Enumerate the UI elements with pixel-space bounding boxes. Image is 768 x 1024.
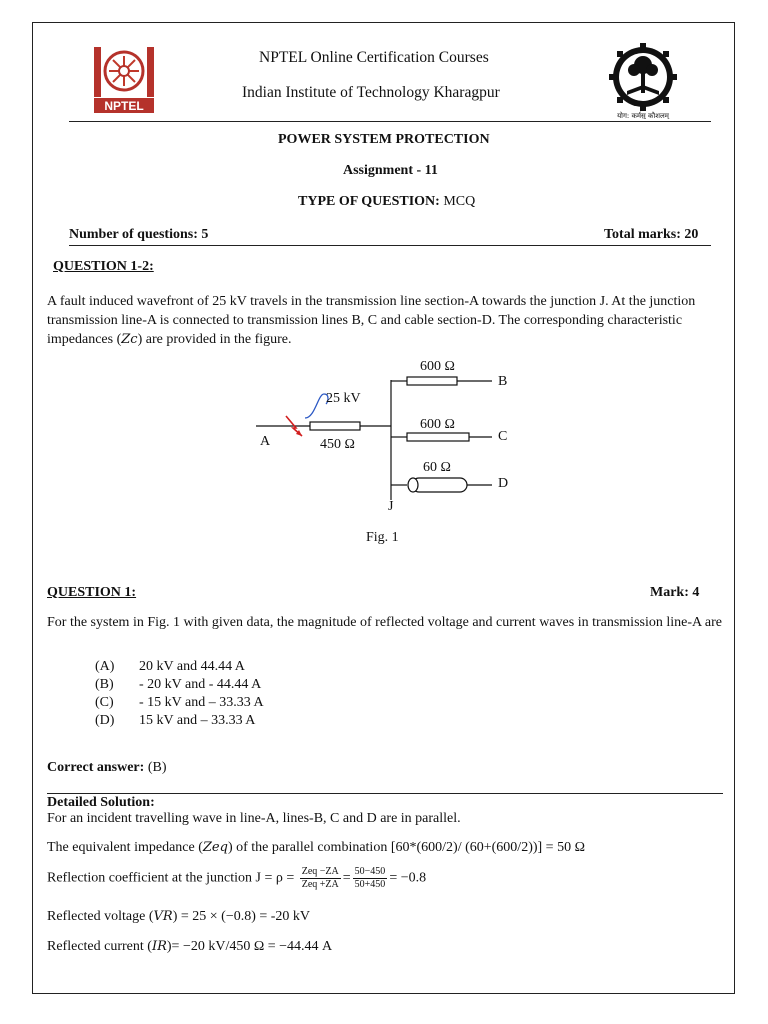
- figure-1-circuit: [250, 358, 530, 518]
- solution-line1: For an incident travelling wave in line-A, lines-B, C and D are in parallel.: [47, 811, 461, 826]
- question1-text: For the system in Fig. 1 with given data, the magnitude of reflected voltage and current waves in transmission line-A are: [47, 615, 722, 630]
- section-intro: [47, 292, 727, 349]
- intro-zc: Zc: [121, 332, 138, 347]
- option-d-text: 15 kV and – 33.33 A: [139, 713, 256, 728]
- z-c: 600 Ω: [420, 417, 455, 432]
- question-type: [298, 194, 475, 210]
- question1-heading: QUESTION 1:: [47, 585, 137, 600]
- option-c-key: (C): [95, 695, 114, 710]
- correct-answer-label: Correct answer:: [47, 760, 145, 775]
- line2-zeq: Zeq: [202, 840, 228, 855]
- option-a: [95, 659, 245, 675]
- option-d: [95, 713, 255, 729]
- correct-answer: [47, 760, 166, 776]
- iit-motto: योग: कर्मसु कौशलम्: [617, 112, 669, 119]
- frac1-den: Zeq +ZA: [301, 879, 339, 890]
- nptel-logo: [93, 46, 155, 114]
- label-b: B: [498, 374, 508, 389]
- line2-b: ) of the parallel combination [60*(600/2)/ (60+(600/2))] = 50 Ω: [227, 840, 585, 855]
- correct-answer-value: (B): [147, 760, 167, 775]
- intro-end: ) are provided in the figure.: [137, 332, 292, 347]
- line5-b: )= −20 kV/450 Ω = −44.44 A: [166, 939, 333, 954]
- section-heading: QUESTION 1-2:: [53, 259, 154, 274]
- wave-label-text: 25 kV: [326, 391, 361, 406]
- wave-icon: [305, 394, 328, 418]
- line3-b: = −0.8: [389, 870, 427, 886]
- label-c: C: [498, 429, 508, 444]
- option-b-key: (B): [95, 677, 114, 692]
- header-line1: NPTEL Online Certification Courses: [259, 49, 489, 66]
- question-type-label: TYPE OF QUESTION:: [298, 194, 440, 209]
- fraction-symbolic: [300, 866, 341, 891]
- option-a-key: (A): [95, 659, 115, 674]
- assignment-title: Assignment - 11: [343, 163, 438, 178]
- option-b: [95, 677, 261, 693]
- title-divider: [69, 245, 711, 246]
- wave-label: [326, 391, 361, 407]
- solution-line4: [47, 909, 310, 925]
- option-c: [95, 695, 264, 711]
- frac2-den: 50+450: [354, 879, 386, 890]
- line4-b: ) = 25 × (−0.8) = -20 kV: [172, 909, 311, 924]
- option-b-text: - 20 kV and - 44.44 A: [139, 677, 262, 692]
- line5-ir: IR: [151, 939, 167, 954]
- label-j: J: [388, 499, 394, 514]
- question-type-value: MCQ: [443, 194, 476, 209]
- z-b: 600 Ω: [420, 359, 455, 374]
- course-title: POWER SYSTEM PROTECTION: [278, 132, 490, 147]
- line5-a: Reflected current (: [47, 939, 152, 954]
- solution-line3: Reflection coefficient at the junction J = ρ = $\frac{\text{Zeq −ZA}}{\text{Zeq +ZA}}$ = $\frac{50-450}{50+450}$ = −0.8: [47, 866, 427, 890]
- nptel-logo-text: NPTEL: [104, 99, 144, 113]
- label-d: D: [498, 476, 509, 491]
- number-of-questions: Number of questions: 5: [69, 227, 209, 242]
- solution-line2: [47, 840, 585, 856]
- line4-a: Reflected voltage (: [47, 909, 154, 924]
- fraction-numeric: [353, 866, 388, 891]
- label-a: A: [260, 434, 271, 449]
- line-b-impedance: [407, 377, 457, 385]
- question1-mark: Mark: 4: [650, 585, 700, 600]
- line4-vr: VR: [153, 909, 173, 924]
- intro-text: A fault induced wavefront of 25 kV travels in the transmission line section-A towards the junction J. At the junction transmission line-A is connected to transmission lines B, C and cable section-D. The corresponding characteristic impedances (: [47, 294, 696, 347]
- solution-line5: [47, 939, 332, 955]
- solution-heading: Detailed Solution:: [47, 795, 155, 810]
- z-d: 60 Ω: [423, 460, 451, 475]
- option-c-text: - 15 kV and – 33.33 A: [139, 695, 264, 710]
- solution-divider: [47, 793, 723, 794]
- line-a-impedance: [310, 422, 360, 430]
- frac2-num: 50−450: [354, 866, 386, 877]
- cable-d: [412, 478, 467, 492]
- option-d-key: (D): [95, 713, 115, 728]
- figure-caption: Fig. 1: [366, 530, 399, 545]
- header-divider: [69, 121, 711, 122]
- iit-kgp-logo: [607, 41, 679, 119]
- total-marks: Total marks: 20: [604, 227, 699, 242]
- line3-a: Reflection coefficient at the junction J = ρ =: [47, 870, 295, 886]
- z-a: 450 Ω: [320, 437, 355, 452]
- option-a-text: 20 kV and 44.44 A: [139, 659, 245, 674]
- line-c-impedance: [407, 433, 469, 441]
- frac1-num: Zeq −ZA: [301, 866, 339, 877]
- line2-a: The equivalent impedance (: [47, 840, 203, 855]
- header-line2: Indian Institute of Technology Kharagpur: [242, 84, 500, 101]
